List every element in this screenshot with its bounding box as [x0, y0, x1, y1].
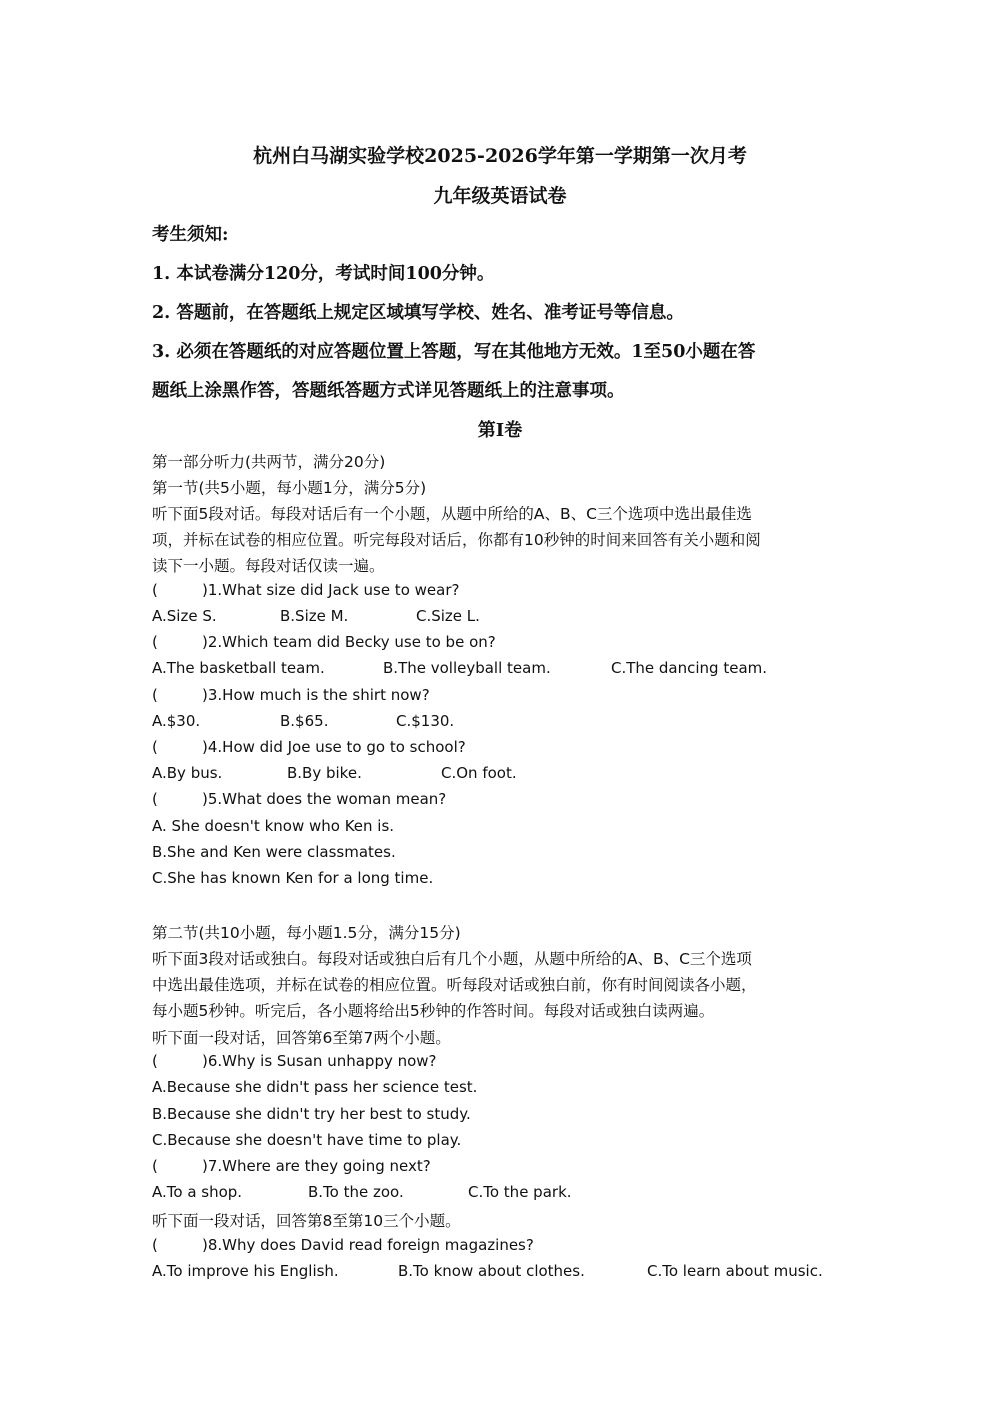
group2-prompt: 听下面一段对话，回答第8至第10三个小题。 [152, 1212, 461, 1230]
answer-paren[interactable]: ( [152, 1236, 158, 1254]
question-4 [0, 738, 1000, 758]
section2-instruction-1: 听下面3段对话或独白。每段对话或独白后有几个小题，从题中所给的A、B、C三个选项 [152, 950, 752, 968]
notice-heading: 考生须知: [152, 225, 229, 245]
question-6 [0, 1052, 1000, 1072]
option-a: A.To improve his English. [152, 1262, 339, 1280]
answer-paren[interactable]: ( [152, 686, 158, 704]
option-b: B.The volleyball team. [383, 659, 551, 677]
option-a: A. She doesn't know who Ken is. [152, 817, 395, 835]
section2-instruction-2: 中选出最佳选项，并标在试卷的相应位置。听每段对话或独白前，你有时间阅读各小题， [152, 976, 757, 994]
question-text: )2.Which team did Becky use to be on? [202, 633, 496, 651]
option-a: A.Size S. [152, 607, 217, 625]
notice-item-3-cont: 题纸上涂黑作答，答题纸答题方式详见答题纸上的注意事项。 [152, 381, 625, 401]
option-b: B.$65. [280, 712, 329, 730]
answer-paren[interactable]: ( [152, 1157, 158, 1175]
question-text: )5.What does the woman mean? [202, 790, 447, 808]
question-2 [0, 633, 1000, 653]
answer-paren[interactable]: ( [152, 1052, 158, 1070]
question-text: )8.Why does David read foreign magazines? [202, 1236, 534, 1254]
group1-prompt: 听下面一段对话，回答第6至第7两个小题。 [152, 1029, 451, 1047]
question-text: )3.How much is the shirt now? [202, 686, 430, 704]
option-c: C.She has known Ken for a long time. [152, 869, 434, 887]
option-a: A.The basketball team. [152, 659, 325, 677]
notice-item-1: 1. 本试卷满分120分，考试时间100分钟。 [152, 264, 495, 284]
question-1 [0, 581, 1000, 601]
option-b: B.By bike. [287, 764, 362, 782]
question-7 [0, 1157, 1000, 1177]
option-b: B.Because she didn't try her best to study. [152, 1105, 471, 1123]
answer-paren[interactable]: ( [152, 790, 158, 808]
option-c: C.To learn about music. [647, 1262, 823, 1280]
option-b: B.She and Ken were classmates. [152, 843, 396, 861]
option-c: C.On foot. [441, 764, 517, 782]
option-b: B.To know about clothes. [398, 1262, 585, 1280]
section2-title: 第二节(共10小题，每小题1.5分，满分15分) [152, 924, 461, 942]
option-a: A.To a shop. [152, 1183, 243, 1201]
exam-subtitle: 九年级英语试卷 [433, 185, 567, 207]
part1-title: 第一部分听力(共两节，满分20分) [152, 453, 386, 471]
question-3 [0, 686, 1000, 706]
answer-paren[interactable]: ( [152, 581, 158, 599]
option-a: A.Because she didn't pass her science test. [152, 1078, 478, 1096]
option-c: C.The dancing team. [611, 659, 768, 677]
question-text: )1.What size did Jack use to wear? [202, 581, 460, 599]
option-c: C.Size L. [416, 607, 480, 625]
question-text: )7.Where are they going next? [202, 1157, 431, 1175]
question-text: )4.How did Joe use to go to school? [202, 738, 466, 756]
option-b: B.Size M. [280, 607, 349, 625]
option-b: B.To the zoo. [308, 1183, 404, 1201]
section1-instruction-2: 项，并标在试卷的相应位置。听完每段对话后，你都有10秒钟的时间来回答有关小题和阅 [152, 531, 761, 549]
option-a: A.By bus. [152, 764, 223, 782]
notice-item-2: 2. 答题前，在答题纸上规定区域填写学校、姓名、准考证号等信息。 [152, 303, 684, 323]
notice-item-3: 3. 必须在答题纸的对应答题位置上答题，写在其他地方无效。1至50小题在答 [152, 342, 756, 362]
volume-title: 第I卷 [477, 420, 523, 441]
question-text: )6.Why is Susan unhappy now? [202, 1052, 437, 1070]
section1-title: 第一节(共5小题，每小题1分，满分5分) [152, 479, 427, 497]
exam-title: 杭州白马湖实验学校2025-2026学年第一学期第一次月考 [253, 145, 747, 167]
question-5 [0, 790, 1000, 810]
section1-instruction-3: 读下一小题。每段对话仅读一遍。 [152, 557, 385, 575]
answer-paren[interactable]: ( [152, 738, 158, 756]
option-c: C.To the park. [468, 1183, 572, 1201]
option-c: C.Because she doesn't have time to play. [152, 1131, 462, 1149]
answer-paren[interactable]: ( [152, 633, 158, 651]
section2-instruction-3: 每小题5秒钟。听完后，各小题将给出5秒钟的作答时间。每段对话或独白读两遍。 [152, 1002, 715, 1020]
option-a: A.$30. [152, 712, 201, 730]
option-c: C.$130. [396, 712, 455, 730]
question-8 [0, 1236, 1000, 1256]
section1-instruction-1: 听下面5段对话。每段对话后有一个小题，从题中所给的A、B、C三个选项中选出最佳选 [152, 505, 752, 523]
